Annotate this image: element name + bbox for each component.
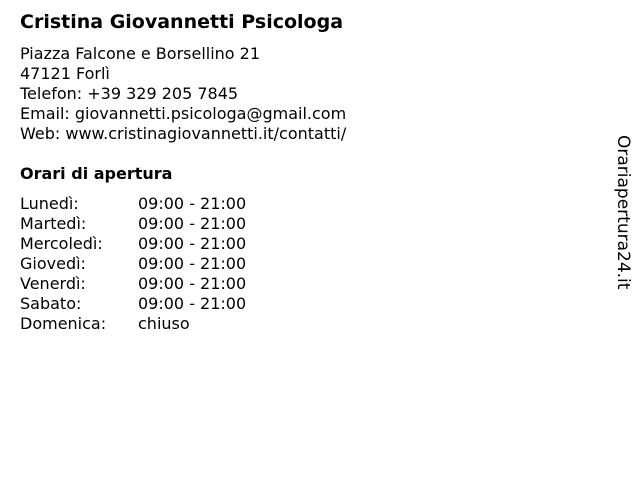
hours-row-tuesday xyxy=(20,214,246,234)
day-label: Domenica: xyxy=(20,314,107,333)
day-label: Lunedì: xyxy=(20,194,79,213)
hours-row-sunday xyxy=(20,314,246,334)
business-name: Cristina Giovannetti Psicologa xyxy=(20,11,344,33)
time-value: 09:00 - 21:00 xyxy=(138,274,247,293)
time-value: 09:00 - 21:00 xyxy=(138,254,247,273)
hours-row-monday xyxy=(20,194,246,214)
time-value: chiuso xyxy=(138,314,190,333)
day-label: Venerdì: xyxy=(20,274,86,293)
hours-title: Orari di apertura xyxy=(20,164,173,183)
day-label: Mercoledì: xyxy=(20,234,103,253)
hours-row-thursday xyxy=(20,254,246,274)
site-watermark: Orariapertura24.it xyxy=(613,135,633,290)
hours-row-friday xyxy=(20,274,246,294)
phone-line: Telefon: +39 329 205 7845 xyxy=(20,84,239,103)
day-label: Sabato: xyxy=(20,294,82,313)
day-label: Giovedì: xyxy=(20,254,86,273)
hours-table xyxy=(20,194,246,334)
time-value: 09:00 - 21:00 xyxy=(138,214,247,233)
address-line: Piazza Falcone e Borsellino 21 xyxy=(20,44,261,63)
time-value: 09:00 - 21:00 xyxy=(138,194,247,213)
contact-info xyxy=(20,44,346,144)
hours-row-wednesday xyxy=(20,234,246,254)
city-line: 47121 Forlì xyxy=(20,64,110,83)
web-line: Web: www.cristinagiovannetti.it/contatti/ xyxy=(20,124,347,143)
watermark-container xyxy=(613,135,633,310)
hours-row-saturday xyxy=(20,294,246,314)
email-line: Email: giovannetti.psicologa@gmail.com xyxy=(20,104,347,123)
time-value: 09:00 - 21:00 xyxy=(138,234,247,253)
day-label: Martedì: xyxy=(20,214,87,233)
time-value: 09:00 - 21:00 xyxy=(138,294,247,313)
